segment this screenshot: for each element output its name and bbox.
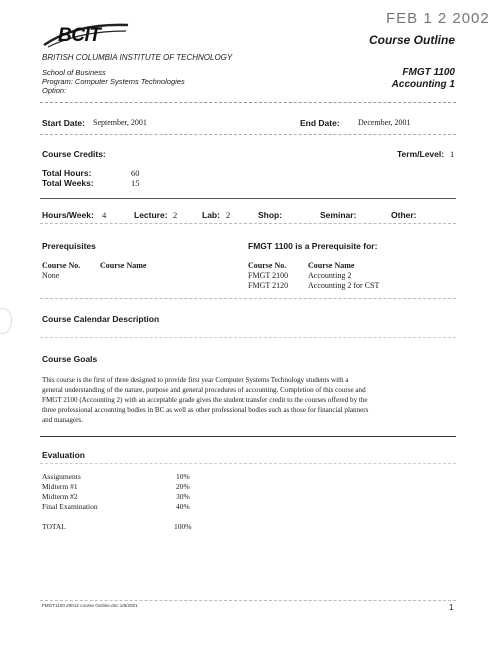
evaluation-item-2-weight: 30%	[176, 492, 190, 501]
evaluation-item-1-name: Midterm #1	[42, 482, 78, 491]
calendar-description-heading: Course Calendar Description	[42, 314, 160, 324]
goals-rule	[40, 436, 456, 437]
course-goals-heading: Course Goals	[42, 354, 98, 364]
evaluation-item-3-weight: 40%	[176, 502, 190, 511]
prereq-for-course-name-header: Course Name	[308, 261, 355, 270]
document-title: Course Outline	[368, 33, 455, 47]
evaluation-item-0-weight: 10%	[176, 472, 190, 481]
prerequisites-heading: Prerequisites	[42, 241, 96, 251]
option-label: Option:	[42, 86, 67, 95]
lecture-value: 2	[173, 210, 178, 220]
credits-rule	[40, 198, 456, 199]
lab-value: 2	[226, 210, 231, 220]
course-goals-line-2: FMGT 2100 (Accounting 2) with an acceptable grade gives the student transfer credit to the courses offered by the	[42, 396, 368, 404]
seminar-label: Seminar:	[320, 210, 357, 220]
evaluation-total-label: TOTAL	[42, 522, 66, 531]
prereq-for-row-0-no: FMGT 2100	[248, 271, 289, 280]
term-level-label: Term/Level:	[397, 149, 445, 159]
course-goals-line-0: This course is the first of three designed to provide first year Computer Systems Technology students with a	[42, 376, 349, 384]
lecture-label: Lecture:	[134, 210, 168, 220]
course-name: Accounting 1	[391, 79, 455, 90]
dates-rule	[40, 134, 456, 135]
evaluation-item-0-name: Assignments	[42, 472, 81, 481]
term-level-value: 1	[450, 149, 455, 159]
calendar-rule	[40, 337, 456, 338]
course-goals-line-1: general understanding of the nature, purpose and general procedures of accounting. Completion of this course and	[42, 386, 366, 394]
prereq-course-no-header: Course No.	[42, 261, 81, 270]
shop-label: Shop:	[258, 210, 283, 220]
prereq-course-name-header: Course Name	[100, 261, 147, 270]
footer-rule	[40, 600, 456, 601]
prereq-rule	[40, 298, 456, 299]
school-name: School of Business	[42, 68, 106, 77]
lab-label: Lab:	[202, 210, 220, 220]
program-name: Program: Computer Systems Technologies	[42, 77, 185, 86]
institution-name: BRITISH COLUMBIA INSTITUTE OF TECHNOLOGY	[42, 53, 233, 62]
evaluation-item-1-weight: 20%	[176, 482, 190, 491]
evaluation-heading-underline	[40, 463, 456, 464]
course-goals-line-3: three professional accounting bodies in BC as well as other professional bodies such as those for financial planners	[42, 406, 369, 414]
total-weeks-value: 15	[131, 178, 140, 188]
prereq-row-0-no: None	[42, 271, 60, 280]
evaluation-total-value: 100%	[174, 522, 192, 531]
other-label: Other:	[391, 210, 417, 220]
header-rule	[40, 102, 456, 103]
bcit-logo	[40, 19, 132, 51]
hours-week-value: 4	[102, 210, 107, 220]
prereq-for-row-1-no: FMGT 2120	[248, 281, 289, 290]
end-date-value: December, 2001	[358, 118, 411, 127]
course-goals-line-4: and managers.	[42, 416, 83, 424]
course-code: FMGT 1100	[402, 67, 455, 78]
prereq-for-row-1-name: Accounting 2 for CST	[308, 281, 380, 290]
total-hours-label: Total Hours:	[42, 168, 92, 178]
prereq-for-course-no-header: Course No.	[248, 261, 287, 270]
evaluation-item-2-name: Midterm #2	[42, 492, 78, 501]
prereq-for-heading: FMGT 1100 is a Prerequisite for:	[248, 241, 378, 251]
footer-file-info: FMGT1100 20012 course Outline.doc 1/8/2001	[42, 603, 138, 608]
total-weeks-label: Total Weeks:	[42, 178, 94, 188]
hours-week-label: Hours/Week:	[42, 210, 94, 220]
start-date-value: September, 2001	[93, 118, 147, 127]
prereq-for-row-0-name: Accounting 2	[308, 271, 352, 280]
start-date-label: Start Date:	[42, 118, 85, 128]
end-date-label: End Date:	[300, 118, 340, 128]
bcit-logo-text: BCIT	[58, 25, 101, 46]
evaluation-item-3-name: Final Examination	[42, 502, 98, 511]
received-date-stamp: FEB 1 2 2002	[386, 10, 490, 27]
page-number: 1	[449, 603, 454, 612]
hours-row-underline	[40, 223, 456, 224]
binder-hole-mark	[0, 308, 12, 334]
total-hours-value: 60	[131, 168, 140, 178]
course-credits-label: Course Credits:	[42, 149, 106, 159]
evaluation-heading: Evaluation	[42, 450, 85, 460]
